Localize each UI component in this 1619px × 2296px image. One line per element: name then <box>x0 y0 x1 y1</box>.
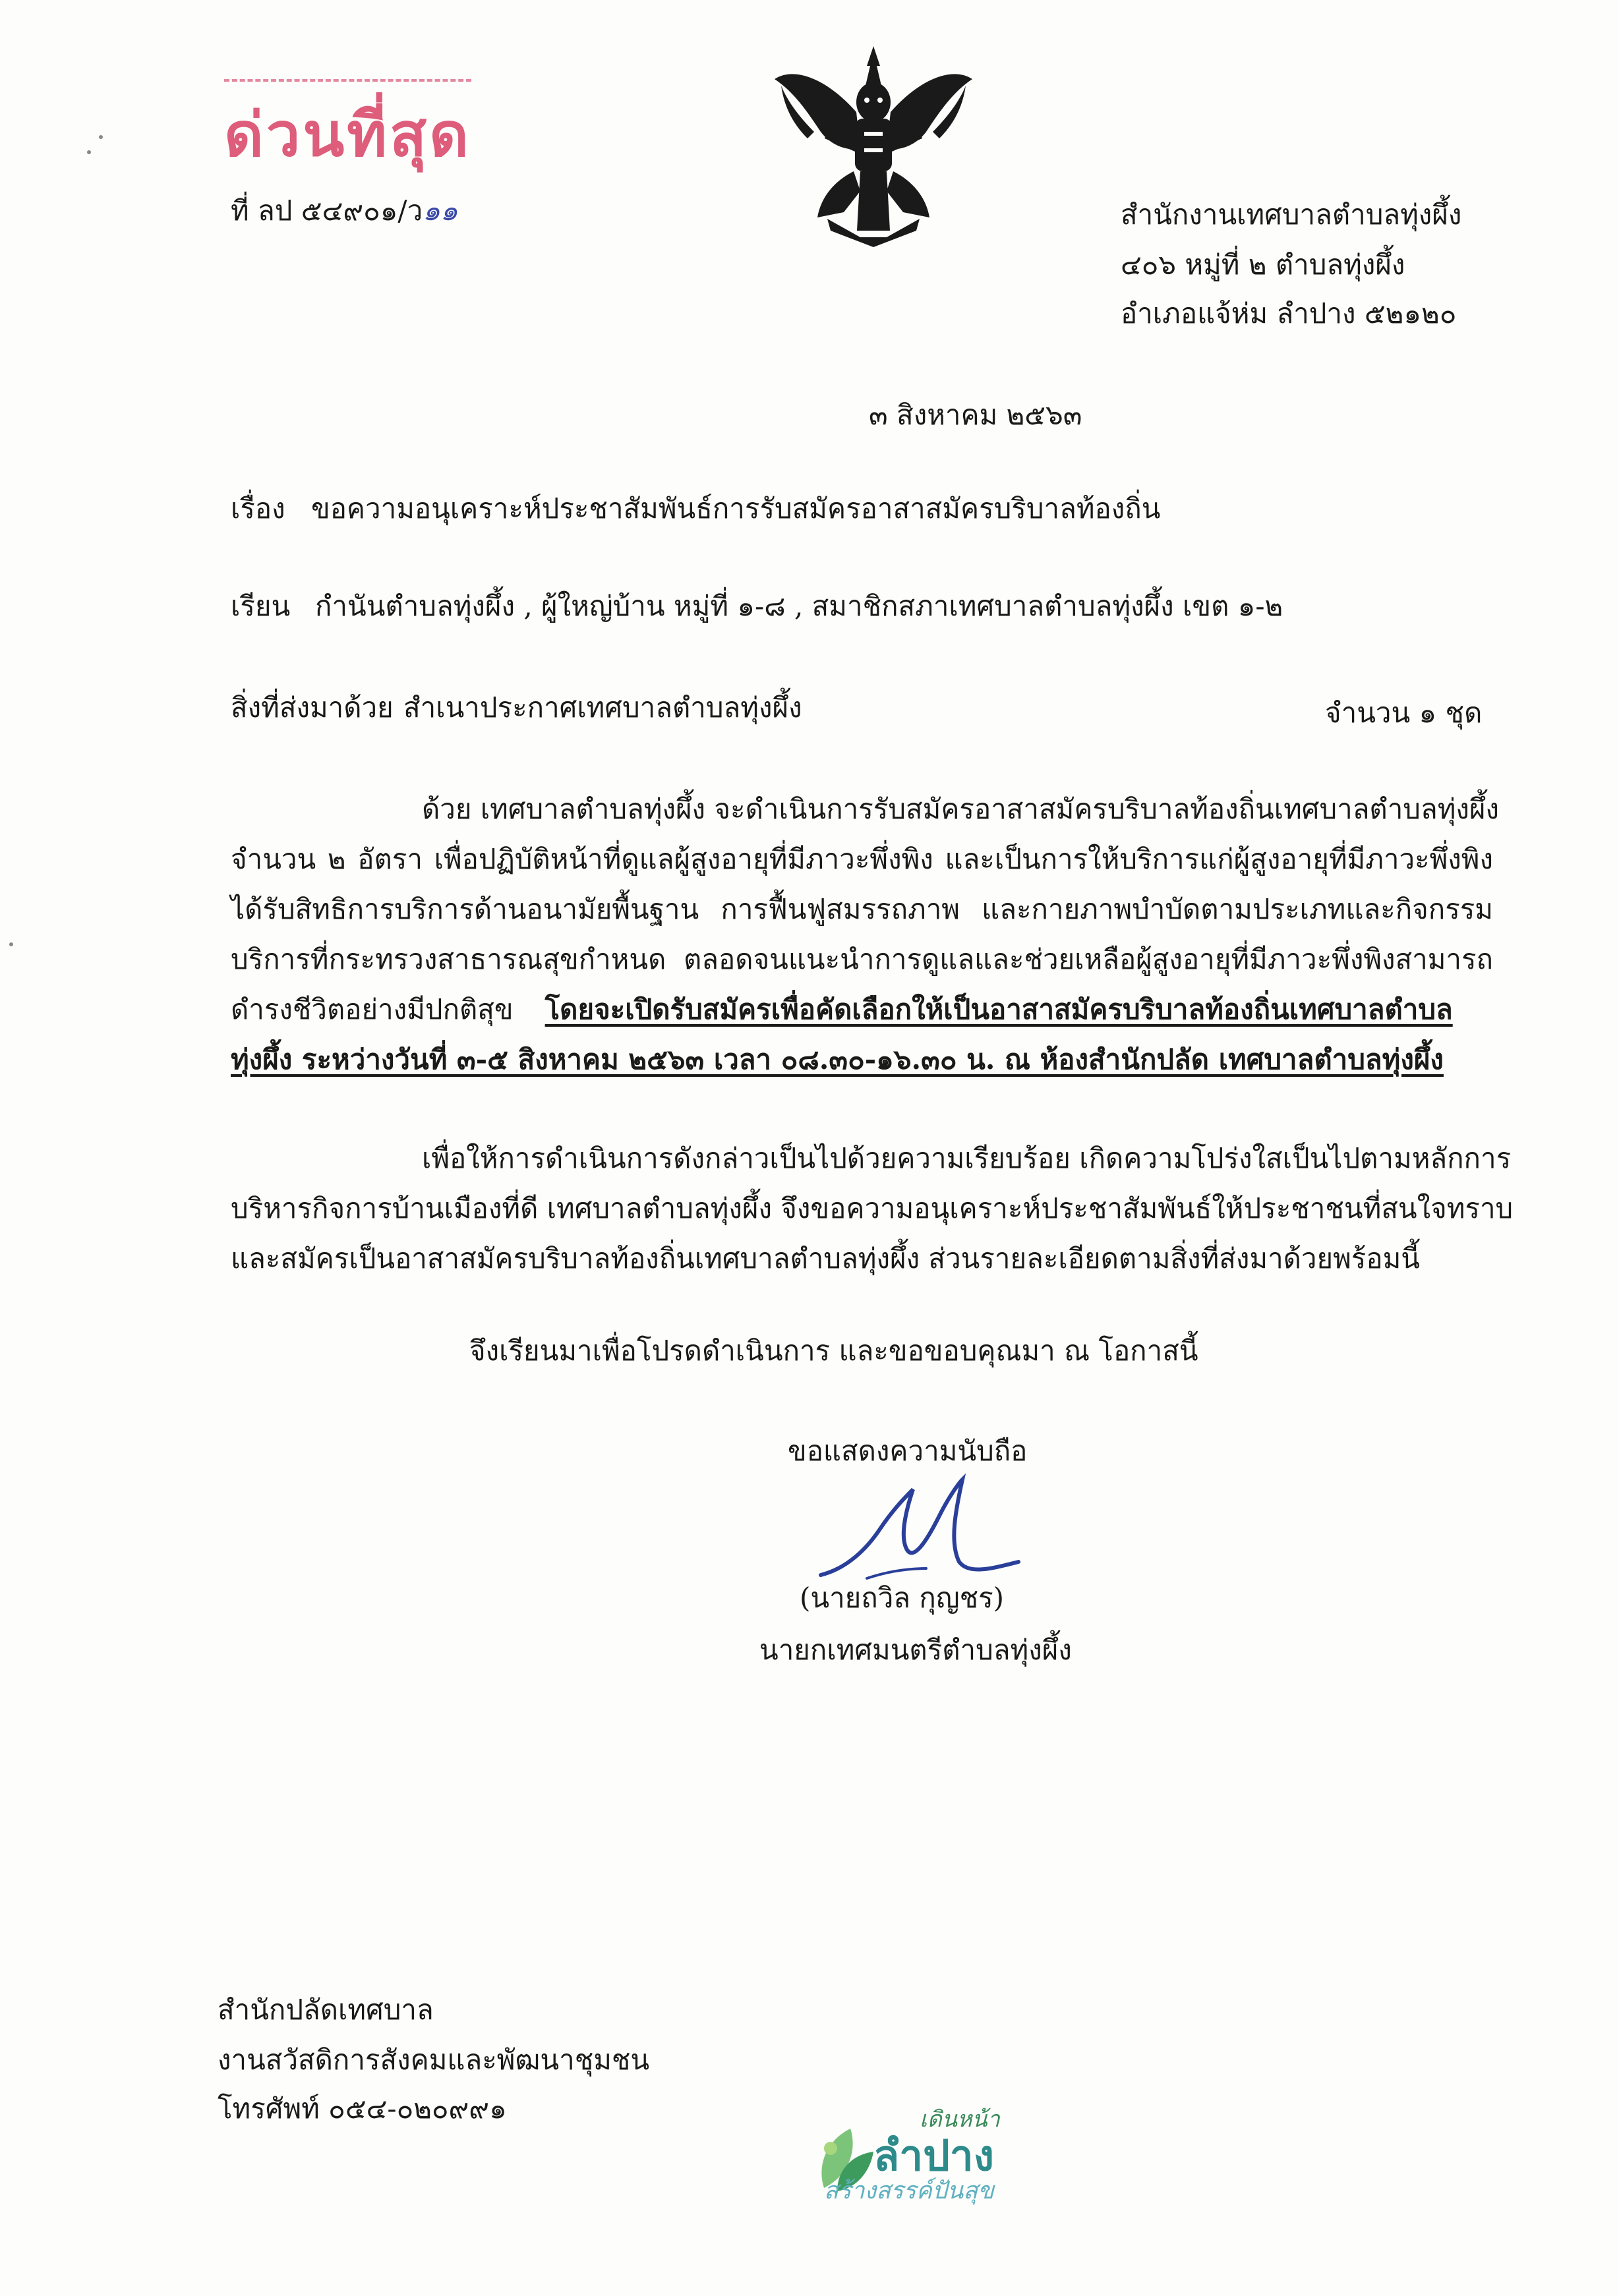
scan-speck <box>87 150 91 154</box>
lampang-campaign-logo <box>811 2096 1028 2208</box>
enclosure-label: สิ่งที่ส่งมาด้วย <box>231 691 394 724</box>
footer-phone: โทรศัพท์ ๐๕๔-๐๒๐๙๙๑ <box>218 2092 507 2125</box>
reference-handwritten-number: ๑๑ <box>423 194 458 227</box>
subject-label: เรื่อง <box>231 492 285 525</box>
signatory-name: (นายถวิล กุญชร) <box>800 1582 1005 1614</box>
signature <box>808 1470 1071 1588</box>
logo-main-text: ลำปาง <box>873 2132 994 2181</box>
subject-text: ขอความอนุเคราะห์ประชาสัมพันธ์การรับสมัครอาสาสมัครบริบาลท้องถิ่น <box>311 492 1161 525</box>
body-line: บริหารกิจการบ้านเมืองที่ดี เทศบาลตำบลทุ่งผึ้ง จึงขอความอนุเคราะห์ประชาสัมพันธ์ให้ประชาชนที่สนใจทราบ <box>231 1192 1514 1224</box>
body-line: บริการที่กระทรวงสาธารณสุขกำหนด ตลอดจนแนะนำการดูแลและช่วยเหลือผู้สูงอายุที่มีภาวะพึ่งพิงสามารถ <box>231 943 1493 975</box>
reference-number <box>231 191 457 231</box>
body-line: และสมัครเป็นอาสาสมัครบริบาลท้องถิ่นเทศบาลตำบลทุ่งผึ้ง ส่วนรายละเอียดตามสิ่งที่ส่งมาด้วยพร้อมนี้ <box>231 1242 1420 1275</box>
signatory-title: นายกเทศมนตรีตำบลทุ่งผึ้ง <box>759 1634 1072 1666</box>
body-emphasis: โดยจะเปิดรับสมัครเพื่อคัดเลือกให้เป็นอาสาสมัครบริบาลท้องถิ่นเทศบาลตำบล <box>545 993 1453 1025</box>
letter-date: ๓ สิงหาคม ๒๕๖๓ <box>869 399 1082 431</box>
regards: ขอแสดงความนับถือ <box>788 1435 1028 1467</box>
body-paragraph-1 <box>231 784 1500 1085</box>
scan-speck <box>99 135 103 139</box>
urgent-stamp: ด่วนที่สุด <box>224 79 471 183</box>
sender-address: ๔๐๖ หมู่ที่ ๒ ตำบลทุ่งผึ้ง <box>1121 248 1405 281</box>
addressee-label: เรียน <box>231 590 291 622</box>
body-line: จำนวน ๒ อัตรา เพื่อปฏิบัติหน้าที่ดูแลผู้สูงอายุที่มีภาวะพึ่งพิง และเป็นการให้บริการแก่ผู้สูงอายุที่มีภาวะพึ่งพิง <box>231 843 1493 875</box>
logo-tagline-bottom: สร้างสรรค์ปันสุข <box>824 2177 994 2204</box>
garuda-emblem-icon <box>768 40 979 250</box>
sender-office: สำนักงานเทศบาลตำบลทุ่งผึ้ง <box>1121 198 1462 231</box>
addressee-text: กำนันตำบลทุ่งผึ้ง , ผู้ใหญ่บ้าน หมู่ที่ ๑-๘ , สมาชิกสภาเทศบาลตำบลทุ่งผึ้ง เขต ๑-๒ <box>315 590 1283 622</box>
scan-speck <box>9 942 13 946</box>
reference-prefix: ที่ ลป ๕๔๙๐๑/ว <box>231 194 423 227</box>
body-line: ด้วย เทศบาลตำบลทุ่งผึ้ง จะดำเนินการรับสมัครอาสาสมัครบริบาลท้องถิ่นเทศบาลตำบลทุ่งผึ้ง <box>422 793 1500 825</box>
body-line: เพื่อให้การดำเนินการดังกล่าวเป็นไปด้วยความเรียบร้อย เกิดความโปร่งใสเป็นไปตามหลักการ <box>422 1142 1512 1174</box>
body-paragraph-2 <box>231 1134 1514 1284</box>
logo-tagline-top: เดินหน้า <box>920 2106 1000 2133</box>
body-line <box>231 985 1493 1035</box>
body-text: ดำรงชีวิตอย่างมีปกติสุข <box>231 993 514 1025</box>
body-emphasis-line: ทุ่งผึ้ง ระหว่างวันที่ ๓-๕ สิงหาคม ๒๕๖๓ เวลา ๐๘.๓๐-๑๖.๓๐ น. ณ ห้องสำนักปลัด เทศบาลตำบลทุ่งผึ้ง <box>231 1043 1444 1076</box>
footer-division: งานสวัสดิการสังคมและพัฒนาชุมชน <box>218 2044 650 2076</box>
enclosure-text: สำเนาประกาศเทศบาลตำบลทุ่งผึ้ง <box>403 691 802 724</box>
footer-office: สำนักปลัดเทศบาล <box>218 1994 434 2026</box>
sender-district: อำเภอแจ้ห่ม ลำปาง ๕๒๑๒๐ <box>1121 297 1457 330</box>
enclosure-quantity: จำนวน ๑ ชุด <box>1325 697 1483 729</box>
body-line: ได้รับสิทธิการบริการด้านอนามัยพื้นฐาน การฟื้นฟูสมรรถภาพ และกายภาพบำบัดตามประเภทและกิจกรรม <box>231 893 1493 925</box>
closing-sentence: จึงเรียนมาเพื่อโปรดดำเนินการ และขอขอบคุณมา ณ โอกาสนี้ <box>469 1335 1198 1367</box>
